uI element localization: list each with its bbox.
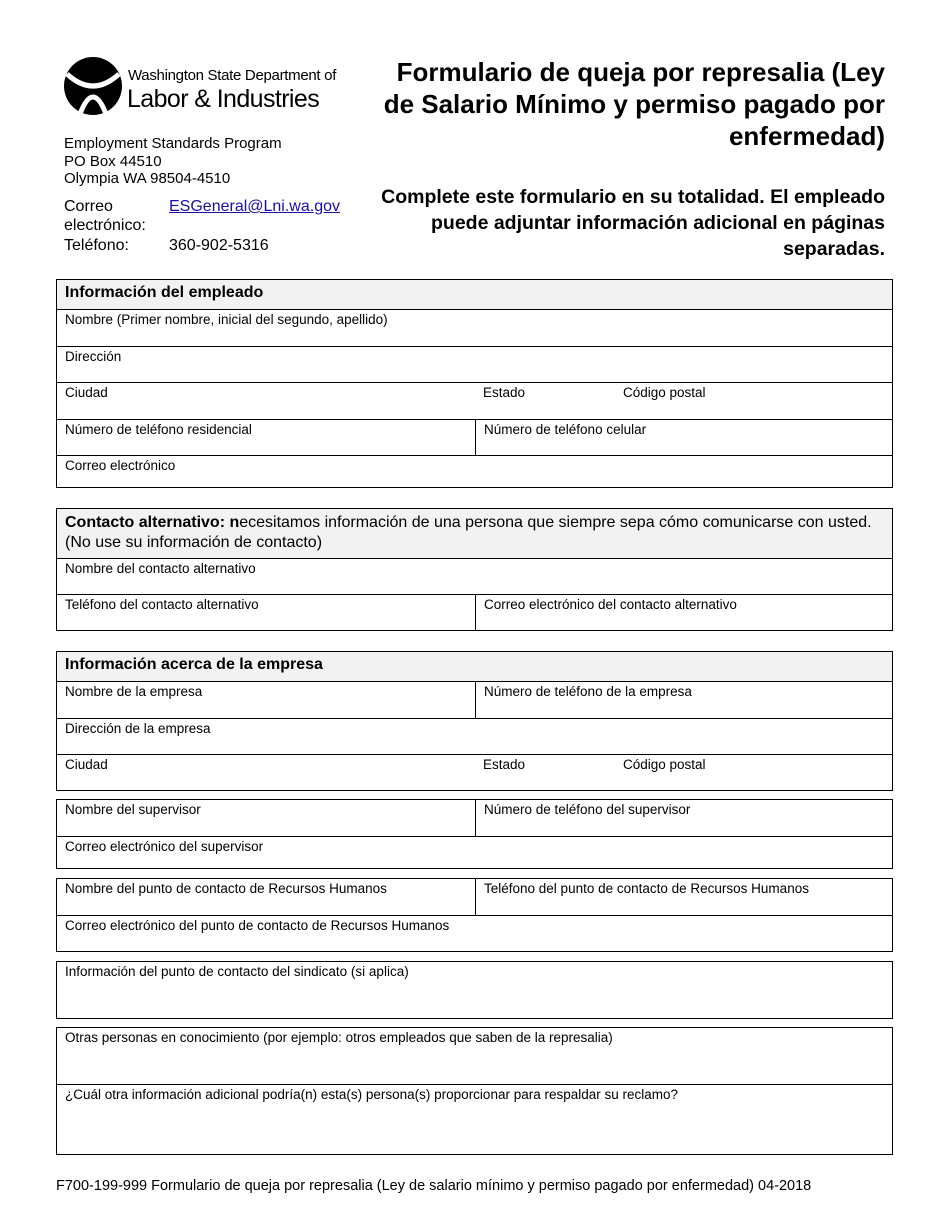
agency-email-link[interactable]: ESGeneral@Lni.wa.gov bbox=[169, 198, 340, 215]
alternate-email-field[interactable]: Correo electrónico del contacto alternativo bbox=[475, 595, 892, 630]
section-heading: Información acerca de la empresa bbox=[65, 656, 323, 673]
section-heading: Contacto alternativo: necesitamos información de una persona que siempre sepa cómo comunicarse con usted. (No use su información de contacto) bbox=[57, 509, 892, 559]
phone-label: Teléfono: bbox=[64, 237, 129, 254]
company-city-field[interactable]: Ciudad bbox=[65, 757, 108, 772]
alternate-phone-field[interactable]: Teléfono del contacto alternativo bbox=[65, 597, 259, 612]
hr-contact-section bbox=[56, 878, 893, 952]
employee-state-field[interactable]: Estado bbox=[483, 385, 526, 400]
union-contact-field[interactable]: Información del punto de contacto del sindicato (si aplica) bbox=[65, 964, 409, 979]
employee-email-field[interactable]: Correo electrónico bbox=[65, 458, 176, 473]
city-state-zip: Olympia WA 98504-4510 bbox=[64, 170, 231, 187]
supervisor-phone-field[interactable]: Número de teléfono del supervisor bbox=[475, 800, 892, 836]
witnesses-section bbox=[56, 1027, 893, 1155]
company-info-section bbox=[56, 651, 893, 791]
union-section bbox=[56, 961, 893, 1019]
email-label: Correo electrónico: bbox=[64, 198, 146, 234]
lni-logo-icon bbox=[62, 54, 124, 118]
employee-info-section bbox=[56, 279, 893, 488]
alternate-contact-section bbox=[56, 508, 893, 631]
section-heading: Información del empleado bbox=[65, 284, 264, 301]
supervisor-name-field[interactable]: Nombre del supervisor bbox=[65, 802, 201, 817]
agency-phone: 360-902-5316 bbox=[169, 237, 269, 254]
company-phone-field[interactable]: Número de teléfono de la empresa bbox=[475, 682, 892, 718]
po-box: PO Box 44510 bbox=[64, 152, 162, 170]
form-footer: F700-199-999 Formulario de queja por represalia (Ley de salario mínimo y permiso pagado por enfermedad) 04-2018 bbox=[56, 1178, 812, 1194]
company-zip-field[interactable]: Código postal bbox=[623, 757, 706, 772]
agency-address bbox=[64, 135, 282, 188]
additional-info-field[interactable]: ¿Cuál otra información adicional podría(n) esta(s) persona(s) proporcionar para respaldar su reclamo? bbox=[65, 1087, 679, 1102]
employee-city-field[interactable]: Ciudad bbox=[65, 385, 108, 400]
other-persons-field[interactable]: Otras personas en conocimiento (por ejemplo: otros empleados que saben de la represalia) bbox=[65, 1030, 613, 1045]
logo-text-department: Washington State Department of bbox=[128, 67, 337, 84]
form-title: Formulario de queja por represalia (Ley de Salario Mínimo y permiso pagado por enfermedad) bbox=[383, 57, 885, 151]
employee-cell-phone-field[interactable]: Número de teléfono celular bbox=[475, 420, 892, 455]
logo-text-agency: Labor & Industries bbox=[127, 85, 320, 113]
company-name-field[interactable]: Nombre de la empresa bbox=[65, 684, 203, 699]
agency-logo bbox=[62, 54, 342, 118]
company-state-field[interactable]: Estado bbox=[483, 757, 526, 772]
company-address-field[interactable]: Dirección de la empresa bbox=[65, 721, 211, 736]
form-instructions: Complete este formulario en su totalidad. El empleado puede adjuntar información adicional en páginas separadas. bbox=[381, 186, 885, 260]
employee-address-field[interactable]: Dirección bbox=[65, 349, 122, 364]
supervisor-section bbox=[56, 799, 893, 869]
hr-name-field[interactable]: Nombre del punto de contacto de Recursos Humanos bbox=[65, 881, 387, 896]
program-name: Employment Standards Program bbox=[64, 135, 282, 152]
supervisor-email-field[interactable]: Correo electrónico del supervisor bbox=[65, 839, 264, 854]
hr-email-field[interactable]: Correo electrónico del punto de contacto de Recursos Humanos bbox=[65, 918, 450, 933]
employee-name-field[interactable]: Nombre (Primer nombre, inicial del segundo, apellido) bbox=[65, 312, 388, 327]
hr-phone-field[interactable]: Teléfono del punto de contacto de Recursos Humanos bbox=[475, 879, 892, 915]
employee-zip-field[interactable]: Código postal bbox=[623, 385, 706, 400]
alternate-name-field[interactable]: Nombre del contacto alternativo bbox=[65, 561, 256, 576]
employee-home-phone-field[interactable]: Número de teléfono residencial bbox=[65, 422, 252, 437]
